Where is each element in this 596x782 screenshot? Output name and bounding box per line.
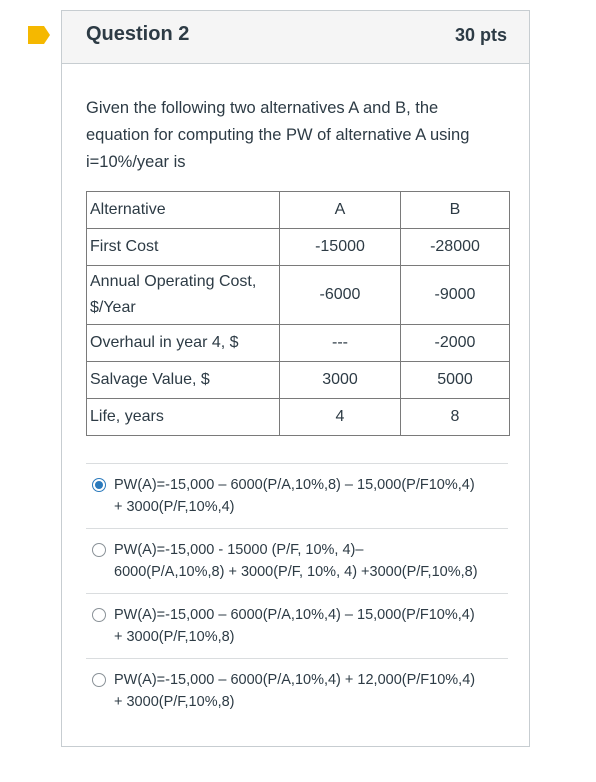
table-cell-line: $/Year bbox=[90, 299, 136, 316]
table-cell: 3000 bbox=[280, 362, 401, 399]
table-row bbox=[87, 362, 510, 399]
table-cell: First Cost bbox=[87, 229, 280, 266]
table-cell bbox=[87, 266, 280, 325]
table-cell: Life, years bbox=[87, 399, 280, 436]
answer-text-line: PW(A)=-15,000 – 6000(P/A,10%,4) – 15,000(P/F10%,4) bbox=[114, 607, 475, 623]
answer-option[interactable] bbox=[86, 463, 508, 528]
table-header-row bbox=[87, 192, 510, 229]
question-prompt-line: i=10%/year is bbox=[86, 153, 186, 171]
table-cell: 8 bbox=[401, 399, 510, 436]
table-cell: -28000 bbox=[401, 229, 510, 266]
question-card bbox=[61, 10, 530, 747]
table-cell: -15000 bbox=[280, 229, 401, 266]
question-title: Question 2 bbox=[86, 23, 190, 45]
answer-option[interactable] bbox=[86, 593, 508, 658]
question-header bbox=[62, 11, 529, 64]
answer-text-line: PW(A)=-15,000 – 6000(P/A,10%,4) + 12,000(P/F10%,4) bbox=[114, 672, 476, 688]
radio-button[interactable] bbox=[92, 673, 106, 687]
question-points: 30 pts bbox=[454, 25, 507, 45]
table-cell: -2000 bbox=[401, 325, 510, 362]
table-cell: --- bbox=[280, 325, 401, 362]
table-row bbox=[87, 399, 510, 436]
flag-bookmark-icon[interactable] bbox=[28, 26, 50, 44]
table-cell: 4 bbox=[280, 399, 401, 436]
alternatives-table bbox=[86, 191, 510, 436]
answer-text-line: + 3000(P/F,10%,8) bbox=[114, 694, 235, 710]
table-header-cell: B bbox=[401, 192, 510, 229]
table-cell-line: Annual Operating Cost, bbox=[90, 273, 257, 290]
radio-button-selected[interactable] bbox=[92, 478, 106, 492]
table-row bbox=[87, 325, 510, 362]
radio-button[interactable] bbox=[92, 543, 106, 557]
table-cell: -9000 bbox=[401, 266, 510, 325]
answer-text-line: 6000(P/A,10%,8) + 3000(P/F, 10%, 4) +3000(P/F,10%,8) bbox=[114, 564, 478, 580]
answer-text-line: + 3000(P/F,10%,4) bbox=[114, 499, 235, 515]
table-cell: Salvage Value, $ bbox=[87, 362, 280, 399]
table-cell: -6000 bbox=[280, 266, 401, 325]
answer-text-line: + 3000(P/F,10%,8) bbox=[114, 629, 235, 645]
table-row bbox=[87, 266, 510, 325]
answer-text-line: PW(A)=-15,000 – 6000(P/A,10%,8) – 15,000(P/F10%,4) bbox=[114, 477, 475, 493]
radio-button[interactable] bbox=[92, 608, 106, 622]
table-cell: Overhaul in year 4, $ bbox=[87, 325, 280, 362]
answer-list bbox=[86, 463, 508, 723]
table-header-cell: Alternative bbox=[87, 192, 280, 229]
question-prompt-line: equation for computing the PW of alternative A using bbox=[86, 126, 470, 144]
answer-option[interactable] bbox=[86, 658, 508, 723]
table-header-cell: A bbox=[280, 192, 401, 229]
answer-text-line: PW(A)=-15,000 - 15000 (P/F, 10%, 4)– bbox=[114, 542, 364, 558]
question-prompt-line: Given the following two alternatives A and B, the bbox=[86, 99, 439, 117]
table-row bbox=[87, 229, 510, 266]
answer-option[interactable] bbox=[86, 528, 508, 593]
question-prompt bbox=[86, 95, 516, 176]
table-cell: 5000 bbox=[401, 362, 510, 399]
